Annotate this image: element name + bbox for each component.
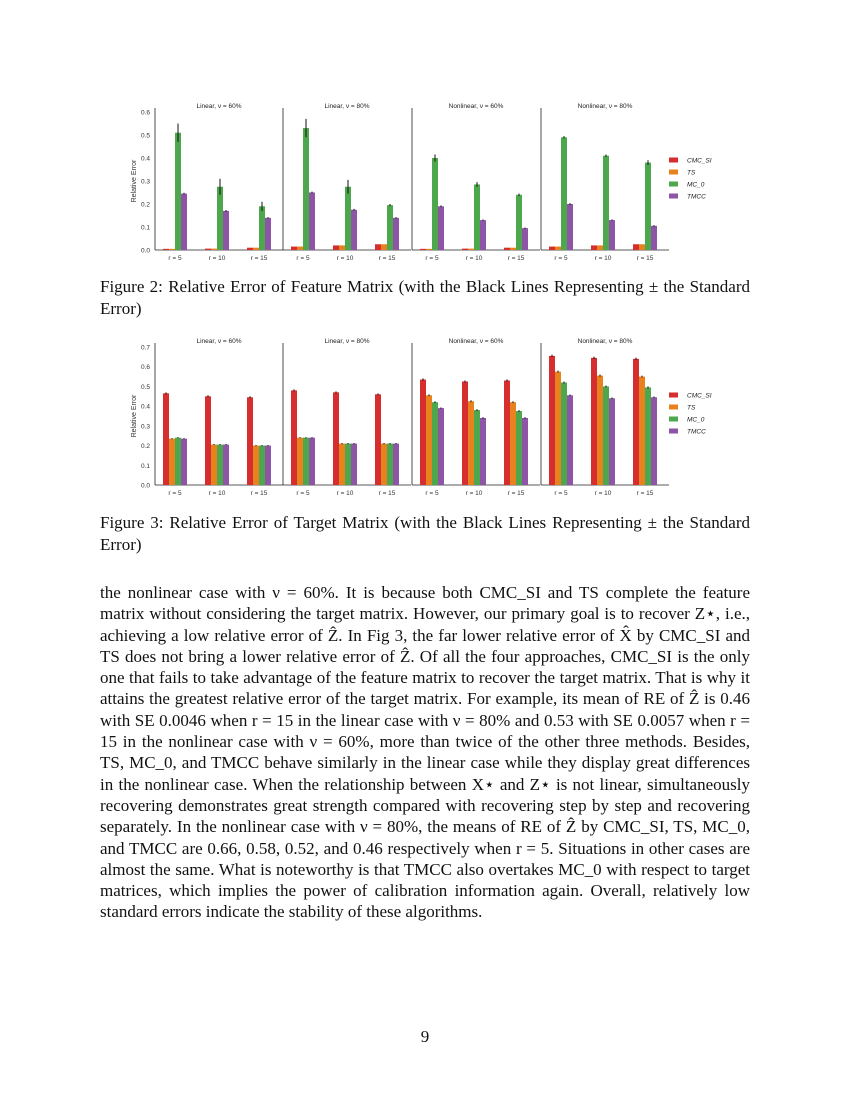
bar-ts (297, 438, 303, 485)
bar-ts (555, 247, 561, 250)
bar-ts (639, 377, 645, 485)
bar-ts (510, 248, 516, 250)
bar-ts (468, 401, 474, 485)
bar-tmcc (393, 218, 399, 250)
bar-mc_0 (387, 205, 393, 250)
bar-tmcc (309, 438, 315, 485)
bar-mc_0 (474, 184, 480, 250)
x-tick-label: r = 5 (425, 490, 439, 497)
panel-title: Nonlinear, ν = 60% (448, 338, 504, 345)
x-tick-label: r = 15 (250, 490, 268, 497)
legend-swatch (669, 170, 678, 175)
x-tick-label: r = 15 (378, 255, 396, 262)
bar-tmcc (181, 439, 187, 485)
bar-cmc_si (291, 247, 297, 250)
page-number: 9 (420, 1027, 430, 1046)
bar-tmcc (181, 194, 187, 250)
y-tick-label: 0.2 (140, 201, 150, 209)
x-tick-label: r = 5 (296, 490, 310, 497)
y-tick-label: 0.1 (140, 224, 150, 232)
bar-ts (169, 249, 175, 250)
bar-mc_0 (432, 402, 438, 485)
x-tick-label: r = 15 (507, 255, 525, 262)
bar-ts (597, 245, 603, 250)
panel-title: Nonlinear, ν = 80% (577, 103, 633, 110)
bar-tmcc (223, 445, 229, 485)
x-tick-label: r = 15 (636, 255, 654, 262)
bar-ts (381, 444, 387, 485)
bar-mc_0 (175, 438, 181, 485)
bar-cmc_si (163, 249, 169, 250)
bar-mc_0 (561, 137, 567, 250)
bar-tmcc (393, 444, 399, 485)
y-tick-label: 0.1 (140, 462, 150, 470)
bar-cmc_si (333, 392, 339, 485)
bar-cmc_si (462, 382, 468, 486)
bar-mc_0 (603, 386, 609, 485)
bar-tmcc (223, 211, 229, 250)
bar-mc_0 (259, 206, 265, 250)
bar-mc_0 (303, 438, 309, 485)
bar-tmcc (265, 446, 271, 485)
x-tick-label: r = 15 (636, 490, 654, 497)
bar-ts (597, 376, 603, 485)
bar-tmcc (522, 418, 528, 485)
y-tick-label: 0.3 (140, 423, 150, 431)
panel-title: Linear, ν = 80% (324, 103, 370, 110)
bar-tmcc (438, 408, 444, 485)
bar-cmc_si (375, 394, 381, 485)
body-paragraph: the nonlinear case with ν = 60%. It is because both CMC_SI and TS complete the feature matrix without considering the target matrix. However, our primary goal is to recover Z⋆, i.e., achieving a low relative error of Ẑ. In Fig 3, the far lower relative error of X̂ by CMC_SI and TS does not bring a lower relative error of Ẑ. Of all the four approaches, CMC_SI is the only one that fails to take advantage of the feature matrix to recover the target matrix. That is why it attains the greatest relative error of the target matrix. For example, its mean of RE of Ẑ is 0.46 with SE 0.0046 when r = 15 in the linear case with ν = 80% and 0.53 with SE 0.0057 when r = 15 in the nonlinear case with ν = 60%, more than twice of the other three methods. Besides, TS, MC_0, and TMCC behave similarly in the linear case while they display great differences in the nonlinear case. When the relationship between X⋆ and Z⋆ is not linear, simultaneously recovering demonstrates great strength compared with recovering step by step and recovering separately. In the nonlinear case with ν = 80%, the means of RE of Ẑ by CMC_SI, TS, MC_0, and TMCC are 0.66, 0.58, 0.52, and 0.46 respectively when r = 5. Situations in other cases are almost the same. What is noteworthy is that TMCC also overtakes MC_0 with respect to target matrices, which implies the power of calibration information again. Overall, relatively low standard errors indicate the stability of these algorithms. (100, 583, 750, 922)
bar-tmcc (651, 397, 657, 485)
bar-ts (426, 395, 432, 485)
x-tick-label: r = 5 (425, 255, 439, 262)
y-tick-label: 0.6 (140, 364, 150, 372)
x-tick-label: r = 10 (208, 490, 226, 497)
bar-cmc_si (247, 248, 253, 250)
legend-swatch (669, 405, 678, 410)
bar-tmcc (265, 218, 271, 250)
bar-cmc_si (549, 356, 555, 485)
bar-ts (555, 372, 561, 485)
x-tick-label: r = 15 (507, 490, 525, 497)
bar-tmcc (480, 220, 486, 250)
bar-tmcc (351, 210, 357, 250)
x-tick-label: r = 15 (378, 490, 396, 497)
bar-cmc_si (291, 390, 297, 485)
bar-mc_0 (561, 382, 567, 485)
legend-label: CMC_SI (687, 157, 712, 165)
x-tick-label: r = 5 (554, 255, 568, 262)
bar-mc_0 (516, 195, 522, 250)
x-tick-label: r = 10 (208, 255, 226, 262)
bar-tmcc (480, 418, 486, 485)
y-tick-label: 0.7 (140, 344, 150, 352)
legend-label: TS (687, 169, 696, 177)
figure-2-chart (100, 100, 750, 265)
legend-label: TS (687, 404, 696, 412)
bar-tmcc (651, 226, 657, 250)
bar-mc_0 (217, 445, 223, 485)
x-tick-label: r = 15 (250, 255, 268, 262)
bar-ts (510, 402, 516, 485)
figure-3-chart (100, 335, 750, 500)
legend-swatch (669, 417, 678, 422)
bar-tmcc (438, 206, 444, 250)
bar-cmc_si (504, 381, 510, 485)
x-tick-label: r = 10 (594, 490, 612, 497)
bar-ts (381, 244, 387, 250)
y-tick-label: 0.5 (140, 383, 150, 391)
x-tick-label: r = 5 (168, 255, 182, 262)
panel-title: Linear, ν = 80% (324, 338, 370, 345)
legend-label: CMC_SI (687, 392, 712, 400)
bar-ts (211, 249, 217, 250)
y-tick-label: 0.0 (140, 247, 150, 255)
x-tick-label: r = 5 (554, 490, 568, 497)
bar-cmc_si (633, 244, 639, 250)
bar-cmc_si (375, 244, 381, 250)
bar-mc_0 (259, 446, 265, 485)
bar-mc_0 (474, 410, 480, 485)
x-tick-label: r = 10 (594, 255, 612, 262)
bar-cmc_si (333, 245, 339, 250)
legend-swatch (669, 194, 678, 199)
bar-ts (426, 249, 432, 250)
y-tick-label: 0.3 (140, 178, 150, 186)
x-tick-label: r = 5 (296, 255, 310, 262)
x-tick-label: r = 10 (465, 255, 483, 262)
bar-cmc_si (462, 249, 468, 250)
panel-title: Linear, ν = 60% (196, 338, 242, 345)
bar-tmcc (567, 204, 573, 250)
bar-tmcc (609, 220, 615, 250)
bar-tmcc (609, 398, 615, 485)
bar-tmcc (567, 395, 573, 485)
legend-label: MC_0 (687, 416, 705, 424)
bar-mc_0 (603, 156, 609, 250)
figure-3-caption: Figure 3: Relative Error of Target Matrix (with the Black Lines Representing ± the Standard Error) (100, 513, 750, 554)
legend-label: TMCC (687, 428, 706, 436)
bar-ts (339, 444, 345, 485)
panel-title: Linear, ν = 60% (196, 103, 242, 110)
legend-label: TMCC (687, 193, 706, 201)
y-tick-label: 0.5 (140, 132, 150, 140)
bar-tmcc (309, 193, 315, 251)
bar-cmc_si (205, 396, 211, 485)
x-tick-label: r = 5 (168, 490, 182, 497)
panel-title: Nonlinear, ν = 80% (577, 338, 633, 345)
bar-cmc_si (591, 358, 597, 485)
bar-cmc_si (420, 380, 426, 485)
bar-mc_0 (645, 387, 651, 485)
bar-ts (639, 244, 645, 250)
bar-cmc_si (549, 247, 555, 250)
bar-mc_0 (432, 158, 438, 250)
y-tick-label: 0.2 (140, 443, 150, 451)
legend-label: MC_0 (687, 181, 705, 189)
bar-mc_0 (645, 163, 651, 250)
y-tick-label: 0.4 (140, 403, 150, 411)
bar-tmcc (351, 444, 357, 485)
y-axis-label: Relative Error (131, 394, 138, 438)
bar-cmc_si (591, 245, 597, 250)
bar-ts (339, 245, 345, 250)
bar-mc_0 (387, 444, 393, 485)
y-tick-label: 0.4 (140, 155, 150, 163)
bar-ts (297, 247, 303, 250)
legend-swatch (669, 158, 678, 163)
bar-mc_0 (345, 187, 351, 250)
bar-tmcc (522, 228, 528, 250)
bar-ts (468, 249, 474, 250)
bar-mc_0 (217, 187, 223, 250)
legend-swatch (669, 182, 678, 187)
bar-ts (169, 439, 175, 485)
bar-cmc_si (420, 249, 426, 250)
bar-ts (253, 446, 259, 485)
bar-cmc_si (247, 397, 253, 485)
y-tick-label: 0.0 (140, 482, 150, 490)
bar-ts (253, 248, 259, 250)
bar-cmc_si (163, 393, 169, 485)
x-tick-label: r = 10 (465, 490, 483, 497)
figure-2-caption: Figure 2: Relative Error of Feature Matrix (with the Black Lines Representing ± the Standard Error) (100, 277, 750, 318)
x-tick-label: r = 10 (336, 490, 354, 497)
bar-mc_0 (303, 128, 309, 250)
legend-swatch (669, 393, 678, 398)
y-tick-label: 0.6 (140, 109, 150, 117)
bar-ts (211, 445, 217, 485)
y-axis-label: Relative Error (131, 159, 138, 203)
bar-mc_0 (345, 444, 351, 485)
bar-cmc_si (633, 359, 639, 485)
bar-mc_0 (175, 133, 181, 250)
bar-cmc_si (205, 249, 211, 250)
panel-title: Nonlinear, ν = 60% (448, 103, 504, 110)
legend-swatch (669, 429, 678, 434)
x-tick-label: r = 10 (336, 255, 354, 262)
bar-mc_0 (516, 411, 522, 485)
bar-cmc_si (504, 248, 510, 250)
